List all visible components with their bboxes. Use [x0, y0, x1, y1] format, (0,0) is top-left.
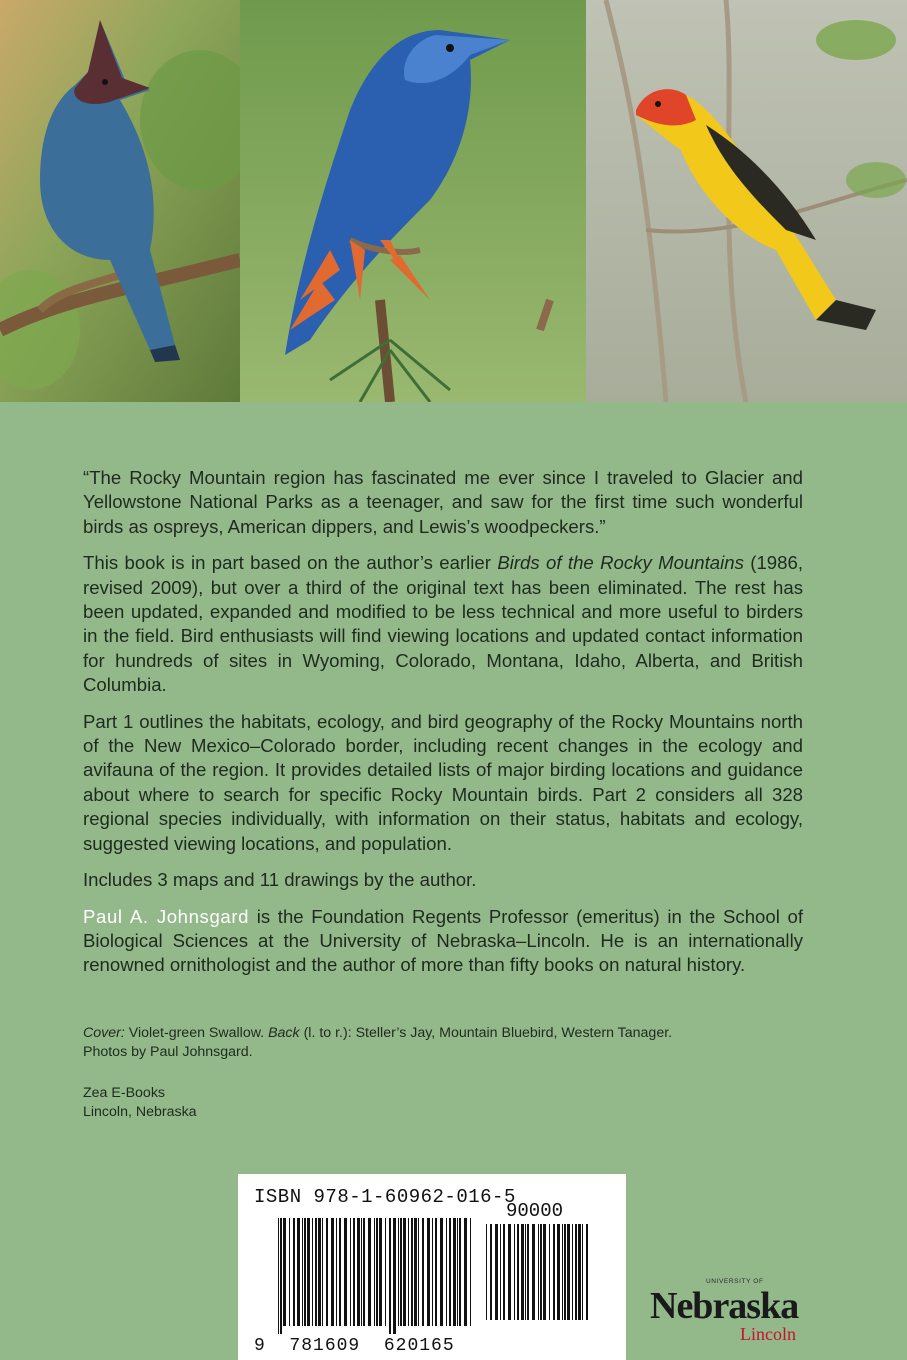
- barcode-bar: [393, 1218, 396, 1334]
- author-name: Paul A. Johnsgard: [83, 905, 250, 927]
- barcode-bar: [521, 1224, 524, 1320]
- barcode-bar: [344, 1218, 347, 1326]
- barcode-bar: [525, 1224, 526, 1320]
- isbn-barcode: [238, 1174, 626, 1360]
- barcode-bar: [578, 1224, 581, 1320]
- publisher-location: Lincoln, Nebraska: [83, 1103, 197, 1120]
- mountain-bluebird-image: [240, 0, 586, 402]
- barcode-bar: [464, 1218, 467, 1326]
- barcode-bar: [376, 1218, 378, 1326]
- barcode-bar: [350, 1218, 351, 1326]
- barcode-bar: [418, 1218, 419, 1326]
- barcode-bar: [322, 1218, 323, 1326]
- contents-paragraph: Part 1 outlines the habitats, ecology, and bird geography of the Rocky Mountains north of the New Mexico–Colorado border, including recent changes in the ecology and avifauna of the region. It provides detailed lists of major birding locations and guidance about where to search for specific Rocky Mountain birds. Part 2 considers all 328 regional species individually, with information on their status, habitats and ecology, suggested viewing locations, and population.: [83, 710, 803, 854]
- barcode-bar: [318, 1218, 321, 1326]
- barcode-bar: [331, 1218, 334, 1326]
- barcode-bar: [283, 1218, 286, 1326]
- includes-paragraph: Includes 3 maps and 11 drawings by the author.: [83, 869, 477, 891]
- western-tanager-image: [586, 0, 907, 402]
- barcode-bar: [427, 1218, 430, 1326]
- price-code-label: 90000: [506, 1200, 564, 1222]
- book-basis-paragraph: [83, 551, 803, 697]
- barcode-bar: [422, 1218, 424, 1326]
- barcode-bar: [280, 1218, 282, 1334]
- barcode-bar: [293, 1218, 295, 1326]
- barcode-bar: [278, 1218, 279, 1334]
- author-bio-text: is the Foundation Regents Professor (emeritus) in the School of Biological Sciences at the University of Nebraska–Lincoln. He is an internationally renowned ornithologist and the author of more than fifty books on natural history.: [83, 905, 803, 976]
- barcode-bar: [336, 1218, 337, 1326]
- photo-western-tanager: [586, 0, 907, 402]
- barcode-bar: [532, 1224, 535, 1320]
- barcode-bar: [435, 1218, 437, 1326]
- barcode-bar: [543, 1224, 546, 1320]
- ean-first-digit: 9: [254, 1336, 266, 1356]
- barcode-bar: [440, 1218, 443, 1326]
- stellers-jay-image: [0, 0, 240, 402]
- publisher-name: Zea E-Books: [83, 1085, 166, 1101]
- barcode-bar: [379, 1218, 382, 1326]
- barcode-bar: [408, 1218, 409, 1326]
- barcode-bar: [302, 1218, 303, 1326]
- barcode-bar: [553, 1224, 555, 1320]
- logo-lincoln-text: Lincoln: [740, 1324, 796, 1344]
- barcode-bar: [389, 1218, 391, 1334]
- earlier-book-title: Birds of the Rocky Mountains: [497, 552, 744, 574]
- barcode-bar: [527, 1224, 529, 1320]
- photo-stellers-jay: [0, 0, 240, 402]
- cover-text: Violet-green Swallow.: [124, 1025, 269, 1041]
- barcode-bar: [326, 1218, 328, 1326]
- barcode-bar: [297, 1218, 300, 1326]
- barcode-bar: [517, 1224, 519, 1320]
- barcode-bar: [470, 1218, 471, 1326]
- barcode-bar: [312, 1218, 313, 1326]
- barcode-bar: [307, 1218, 310, 1326]
- ean-group-1: 781609: [289, 1336, 361, 1356]
- para2-before: This book is in part based on the author’s earlier: [83, 552, 498, 574]
- photo-credits: [83, 1024, 803, 1061]
- barcode-bar: [446, 1218, 447, 1326]
- barcode-bar: [562, 1224, 563, 1320]
- barcode-bar: [304, 1218, 306, 1326]
- photo-mountain-bluebird: [240, 0, 586, 402]
- barcode-bar: [398, 1218, 399, 1326]
- barcode-bar: [549, 1224, 550, 1320]
- ean-bars: [278, 1218, 474, 1334]
- barcode-bar: [495, 1224, 498, 1320]
- logo-nebraska-text: Nebraska: [650, 1285, 799, 1327]
- barcode-bar: [357, 1218, 360, 1326]
- barcode-bar: [403, 1218, 406, 1326]
- barcode-bar: [353, 1218, 355, 1326]
- barcode-bar: [490, 1224, 492, 1320]
- description-text: [83, 466, 803, 990]
- barcode-bar: [400, 1218, 402, 1326]
- barcode-bar: [486, 1224, 487, 1320]
- barcode-bar: [414, 1218, 417, 1326]
- barcode-bar: [538, 1224, 539, 1320]
- para2-after: (1986, revised 2009), but over a third of the original text has been eliminated. The rest has been updated, expanded and modified to be less technical and more useful to birders in the field. Bird enthusiasts will find viewing locations and updated contact information for hundreds of sites in Wyoming, Colorado, Montana, Idaho, Alberta, and British Columbia.: [83, 552, 804, 696]
- barcode-bar: [540, 1224, 542, 1320]
- barcode-bar: [363, 1218, 365, 1326]
- barcode-bar: [432, 1218, 433, 1326]
- author-quote: “The Rocky Mountain region has fascinated me ever since I traveled to Glacier and Yellowstone National Parks as a teenager, and saw for the first time such wonderful birds as ospreys, American dippers, and Lewis’s woodpeckers.”: [83, 467, 803, 537]
- logo-university-text: UNIVERSITY OF: [706, 1278, 764, 1285]
- ean-group-2: 620165: [383, 1336, 455, 1356]
- barcode-bar: [411, 1218, 413, 1326]
- barcode-bar: [339, 1218, 341, 1326]
- photos-by-line: Photos by Paul Johnsgard.: [83, 1043, 253, 1060]
- barcode-bar: [567, 1224, 570, 1320]
- barcode-bar: [514, 1224, 515, 1320]
- barcode-bar: [449, 1218, 451, 1326]
- barcode-bar: [361, 1218, 362, 1326]
- barcode-bar: [572, 1224, 573, 1320]
- back-text: (l. to r.): Steller’s Jay, Mountain Bluebird, Western Tanager.: [299, 1025, 673, 1041]
- price-bars: [486, 1224, 590, 1334]
- barcode-bar: [500, 1224, 501, 1320]
- photo-strip: [0, 0, 907, 402]
- barcode-bar: [385, 1218, 386, 1326]
- barcode-bar: [508, 1224, 511, 1320]
- barcode-bar: [564, 1224, 566, 1320]
- isbn-label: ISBN 978-1-60962-016-5: [254, 1186, 516, 1208]
- ean-digits: [254, 1336, 455, 1356]
- barcode-bar: [575, 1224, 577, 1320]
- author-bio: [83, 905, 803, 978]
- university-logo: [650, 1278, 810, 1348]
- barcode-bar: [457, 1218, 458, 1326]
- barcode-bar: [582, 1224, 583, 1320]
- barcode-bar: [459, 1218, 461, 1326]
- barcode-bar: [586, 1224, 588, 1320]
- cover-label: Cover:: [83, 1025, 125, 1041]
- back-label: Back: [268, 1025, 300, 1041]
- cover-credit-line: [83, 1024, 803, 1043]
- barcode-bar: [453, 1218, 456, 1326]
- barcode-bar: [374, 1218, 375, 1326]
- barcode-bar: [315, 1218, 317, 1326]
- barcode-bar: [289, 1218, 290, 1326]
- publisher-block: [83, 1084, 197, 1121]
- barcode-bar: [368, 1218, 371, 1326]
- barcode-bar: [503, 1224, 505, 1320]
- barcode-bar: [557, 1224, 560, 1320]
